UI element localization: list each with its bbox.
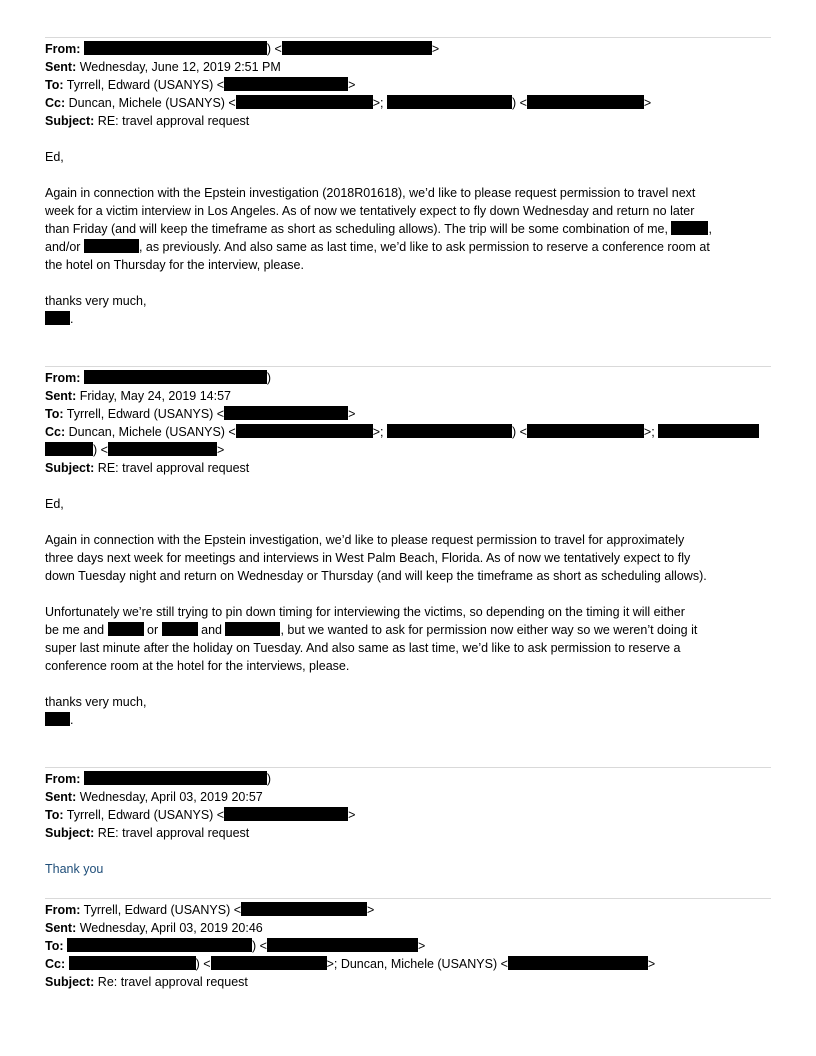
- cc-line-cont: ) < >: [45, 441, 771, 459]
- greeting: Ed,: [45, 150, 64, 164]
- sent-line: Sent: Wednesday, April 03, 2019 20:57: [45, 790, 263, 804]
- redaction: [69, 956, 196, 970]
- redaction: [658, 424, 759, 438]
- redaction: [224, 406, 348, 420]
- redaction: [162, 622, 198, 636]
- subject-line: Subject: Re: travel approval request: [45, 975, 248, 989]
- cc-line: Cc: Duncan, Michele (USANYS) < >; ) < >;: [45, 423, 771, 441]
- sent-line: Sent: Wednesday, April 03, 2019 20:46: [45, 921, 263, 935]
- redaction: [267, 938, 418, 952]
- redaction: [108, 442, 217, 456]
- from-line: From: ) < >: [45, 42, 440, 56]
- redaction: [387, 424, 512, 438]
- from-line: From: ): [45, 371, 272, 385]
- email-header-3: [45, 770, 771, 842]
- redaction: [236, 95, 373, 109]
- separator-rule: [45, 898, 771, 899]
- redaction: [225, 622, 280, 636]
- to-line: To: Tyrrell, Edward (USANYS) < >: [45, 407, 356, 421]
- redaction: [84, 370, 267, 384]
- greeting: Ed,: [45, 497, 64, 511]
- from-line: From: ): [45, 772, 272, 786]
- redaction: [224, 807, 348, 821]
- separator-rule: [45, 37, 771, 38]
- closing: thanks very much, .: [45, 695, 147, 727]
- redaction: [527, 424, 644, 438]
- redaction: [108, 622, 144, 636]
- redaction: [508, 956, 648, 970]
- redaction: [84, 239, 139, 253]
- redaction: [282, 41, 432, 55]
- separator-rule: [45, 767, 771, 768]
- email-body-paragraph: Unfortunately we’re still trying to pin down timing for interviewing the victims, so depending on the timing it will either be me and or and , but we wanted to ask for permission now either way so we weren’t doing it super last minute after the holiday on Tuesday. And also same as last time, we’d like to ask permission to reserve a conference room at the hotel for the interviews, please.: [45, 605, 698, 673]
- redaction: [211, 956, 327, 970]
- redaction: [84, 771, 267, 785]
- to-line: To: ) < >: [45, 939, 426, 953]
- subject-line: Subject: RE: travel approval request: [45, 114, 250, 128]
- redaction: [84, 41, 267, 55]
- to-line: To: Tyrrell, Edward (USANYS) < >: [45, 78, 356, 92]
- email-body-paragraph: Again in connection with the Epstein investigation (2018R01618), we’d like to please request permission to travel next week for a victim interview in Los Angeles. As of now we tentatively expect to fly down Wednesday and return no later than Friday (and will keep the timeframe as short as scheduling allows). The trip will be some combination of me, , and/or , as previously. And also same as last time, we’d like to ask permission to reserve a conference room at the hotel on Thursday for the interview, please.: [45, 186, 712, 272]
- redaction-signature: [45, 712, 70, 726]
- email-header-2: [45, 369, 771, 477]
- redaction: [236, 424, 373, 438]
- sent-line: Sent: Wednesday, June 12, 2019 2:51 PM: [45, 60, 281, 74]
- redaction-signature: [45, 311, 70, 325]
- redaction: [241, 902, 367, 916]
- cc-line: Cc: ) < >; Duncan, Michele (USANYS) < >: [45, 957, 656, 971]
- redaction: [527, 95, 644, 109]
- email-header-1: [45, 40, 771, 130]
- email-body: Thank you: [45, 862, 104, 876]
- redaction: [387, 95, 512, 109]
- subject-line: Subject: RE: travel approval request: [45, 461, 250, 475]
- cc-line: Cc: Duncan, Michele (USANYS) < >; ) < >: [45, 96, 652, 110]
- subject-line: Subject: RE: travel approval request: [45, 826, 250, 840]
- separator-rule: [45, 366, 771, 367]
- redaction: [671, 221, 708, 235]
- redaction: [45, 442, 93, 456]
- from-line: From: Tyrrell, Edward (USANYS) < >: [45, 903, 375, 917]
- email-header-4: [45, 901, 771, 991]
- to-line: To: Tyrrell, Edward (USANYS) < >: [45, 808, 356, 822]
- redaction: [224, 77, 348, 91]
- sent-line: Sent: Friday, May 24, 2019 14:57: [45, 389, 231, 403]
- redaction: [67, 938, 252, 952]
- email-body-paragraph: Again in connection with the Epstein investigation, we’d like to please request permission to travel for approximately three days next week for meetings and interviews in West Palm Beach, Florida. As of now we tentatively expect to fly down Tuesday night and return on Wednesday or Thursday (and will keep the timeframe as short as scheduling allows).: [45, 533, 707, 583]
- closing: thanks very much, .: [45, 294, 147, 326]
